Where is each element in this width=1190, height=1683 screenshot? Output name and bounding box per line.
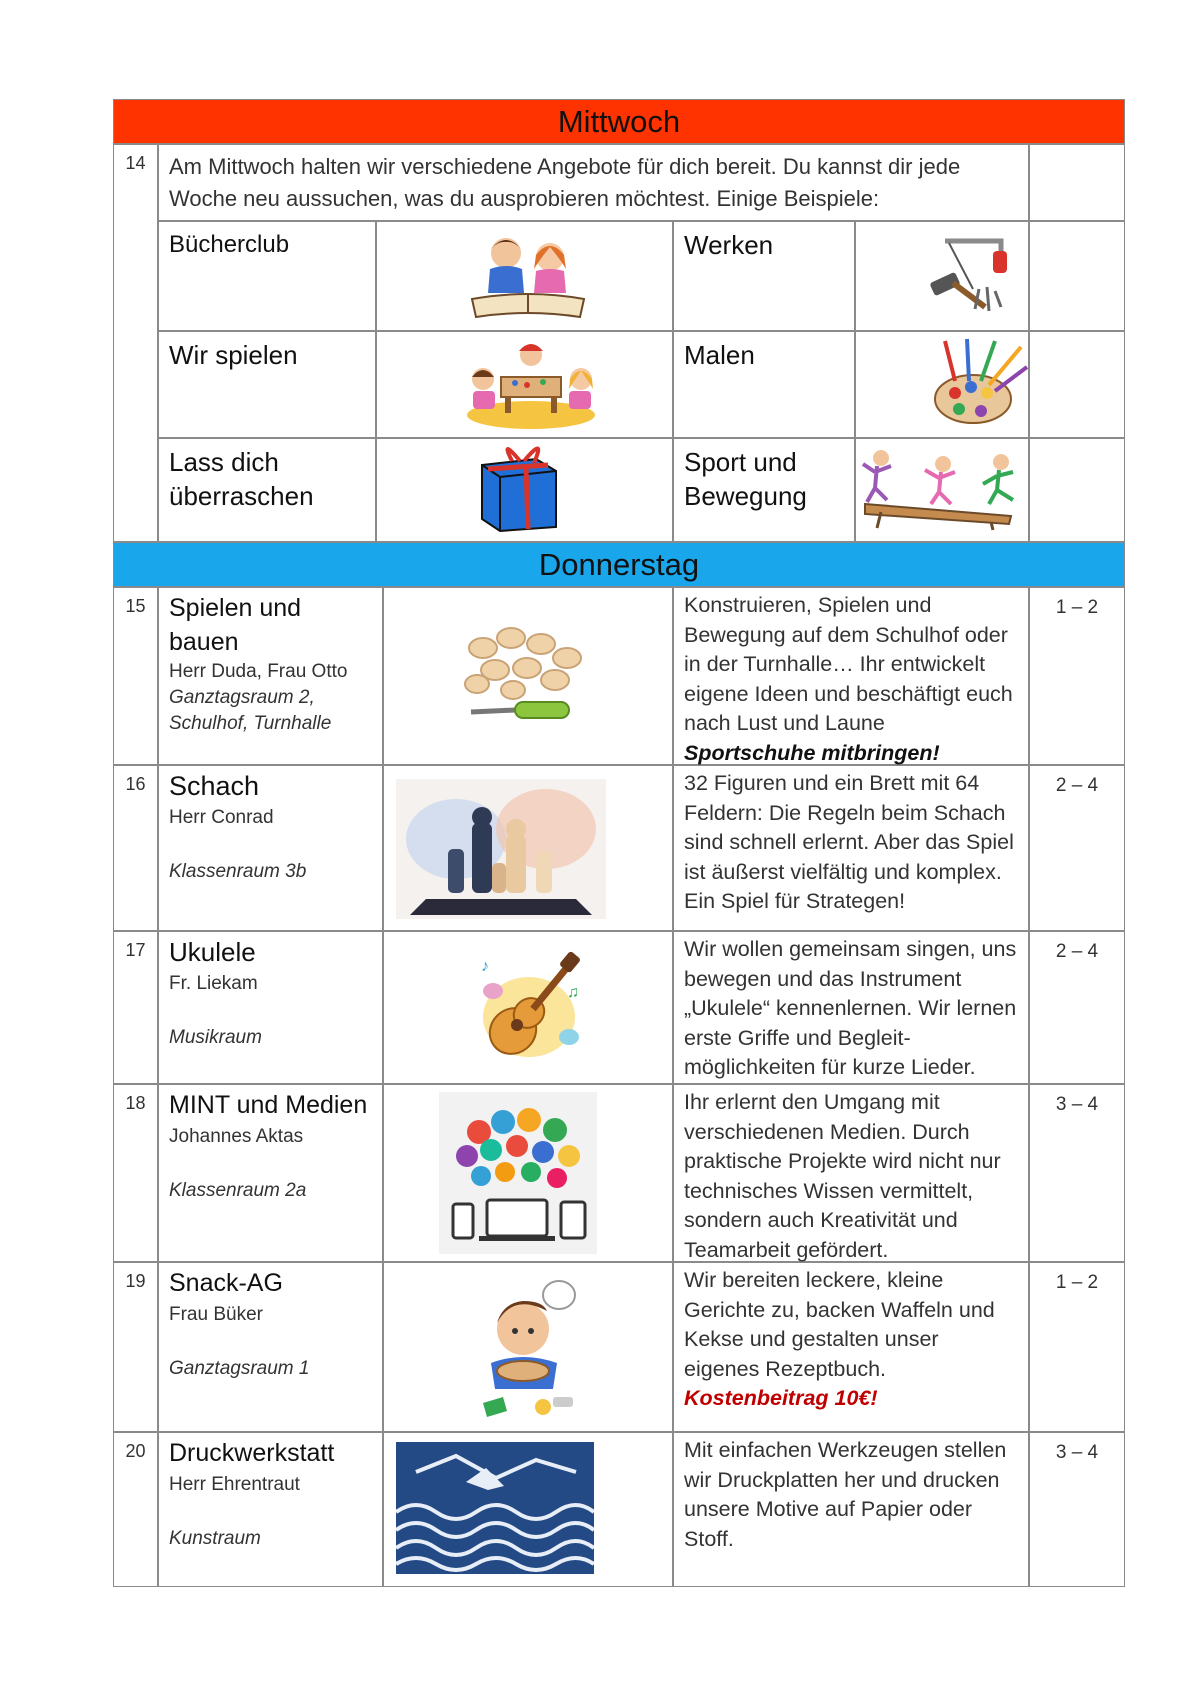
course-leader: Herr Duda, Frau Otto xyxy=(169,661,348,682)
course-grades: 3 – 4 xyxy=(1029,1084,1125,1262)
row-number: 19 xyxy=(113,1262,158,1432)
schedule-table xyxy=(113,99,1125,1587)
course-room: Ganztagsraum 1 xyxy=(169,1358,310,1379)
kids-reading-book-icon xyxy=(468,229,588,321)
paint-palette-brushes-icon xyxy=(925,337,1031,427)
donnerstag-header: Donnerstag xyxy=(113,542,1125,587)
course-room: Klassenraum 2a xyxy=(169,1180,307,1201)
gift-box-icon xyxy=(476,437,562,533)
ukulele-icon xyxy=(463,941,593,1071)
course-leader: Herr Ehrentraut xyxy=(169,1474,300,1495)
course-info xyxy=(158,765,383,931)
mittwoch-header: Mittwoch xyxy=(113,99,1125,144)
course-description: Mit einfachen Werkzeugen stellen wir Druckplatten her und drucken unsere Motive auf Papier oder Stoff. xyxy=(673,1432,1029,1587)
course-description-cell xyxy=(673,587,1029,765)
course-title: Snack-AG xyxy=(169,1269,283,1297)
course-grades: 2 – 4 xyxy=(1029,931,1125,1084)
course-info xyxy=(158,1432,383,1587)
course-leader: Frau Büker xyxy=(169,1304,263,1325)
course-grades: 1 – 2 xyxy=(1029,587,1125,765)
course-description: Wir wollen gemeinsam singen, uns bewegen und das Instrument „Ukulele“ kennenlernen. Wir lernen erste Griffe und Begleit-möglichkeiten für kurze Lieder. xyxy=(673,931,1029,1084)
saw-hammer-nails-icon xyxy=(925,229,1019,319)
empty-cell xyxy=(1029,221,1125,331)
kids-jumping-bench-icon xyxy=(861,444,1025,532)
course-leader: Fr. Liekam xyxy=(169,973,258,994)
course-title: MINT und Medien xyxy=(169,1091,368,1119)
course-leader: Herr Conrad xyxy=(169,807,274,828)
course-description: Konstruieren, Spielen und Bewegung auf dem Schulhof oder in der Turnhalle… Ihr entwickelt eigene Ideen und beschäftigt euch nach Lust und Laune xyxy=(684,593,1013,735)
course-note: Kostenbeitrag 10€! xyxy=(684,1386,878,1410)
row-number: 18 xyxy=(113,1084,158,1262)
course-room: Ganztagsraum 2, Schulhof, Turnhalle xyxy=(169,687,332,734)
row-number: 15 xyxy=(113,587,158,765)
course-info xyxy=(158,1084,383,1262)
empty-cell xyxy=(1029,331,1125,438)
course-title: Ukulele xyxy=(169,937,256,967)
linocut-print-icon xyxy=(396,1442,594,1574)
course-note: Sportschuhe mitbringen! xyxy=(684,740,940,765)
course-description: 32 Figuren und ein Brett mit 64 Feldern: Die Regeln beim Schach sind schnell erlernt. Aber das Spiel ist äußerst vielfältig und komplex. Ein Spiel für Strategen! xyxy=(673,765,1029,931)
svg-text:♫: ♫ xyxy=(567,984,579,1001)
chess-pieces-icon xyxy=(396,779,606,919)
devices-media-icon xyxy=(439,1092,597,1254)
course-room: Kunstraum xyxy=(169,1528,261,1549)
course-title: Schach xyxy=(169,771,260,801)
row-number: 14 xyxy=(113,144,158,542)
offer-label: Lass dich überraschen xyxy=(158,438,376,542)
offer-label: Sport und Bewegung xyxy=(673,438,855,542)
course-description: Wir bereiten leckere, kleine Gerichte zu, backen Waffeln und Kekse und gestalten unser eigenes Rezeptbuch. xyxy=(684,1268,995,1381)
row-number: 17 xyxy=(113,931,158,1084)
course-title: Druckwerkstatt xyxy=(169,1439,335,1467)
course-grades: 3 – 4 xyxy=(1029,1432,1125,1587)
offer-label: Wir spielen xyxy=(158,331,376,438)
course-info xyxy=(158,587,383,765)
course-info xyxy=(158,931,383,1084)
course-description-cell xyxy=(673,1262,1029,1432)
empty-cell xyxy=(1029,144,1125,221)
child-cook-icon xyxy=(473,1271,583,1421)
course-grades: 1 – 2 xyxy=(1029,1262,1125,1432)
offer-label: Werken xyxy=(673,221,855,331)
course-info xyxy=(158,1262,383,1432)
course-leader: Johannes Aktas xyxy=(169,1126,304,1147)
course-description: Ihr erlernt den Umgang mit verschiedenen Medien. Durch praktische Projekte wird nicht nur technisches Wissen vermittelt, sondern auch Kreativität und Teamarbeit gefördert. xyxy=(673,1084,1029,1262)
course-room: Klassenraum 3b xyxy=(169,861,307,882)
kids-playing-at-table-icon xyxy=(463,339,599,431)
construction-screws-icon xyxy=(453,614,593,724)
offer-label: Malen xyxy=(673,331,855,438)
svg-text:♪: ♪ xyxy=(481,958,489,975)
mittwoch-intro: Am Mittwoch halten wir verschiedene Angebote für dich bereit. Du kannst dir jede Woche neu aussuchen, was du ausprobieren möchtest. Einige Beispiele: xyxy=(158,144,1029,221)
course-grades: 2 – 4 xyxy=(1029,765,1125,931)
row-number: 16 xyxy=(113,765,158,931)
course-room: Musikraum xyxy=(169,1027,262,1048)
offer-label: Bücherclub xyxy=(158,221,376,331)
empty-cell xyxy=(1029,438,1125,542)
row-number: 20 xyxy=(113,1432,158,1587)
course-title: Spielen und bauen xyxy=(169,594,302,656)
